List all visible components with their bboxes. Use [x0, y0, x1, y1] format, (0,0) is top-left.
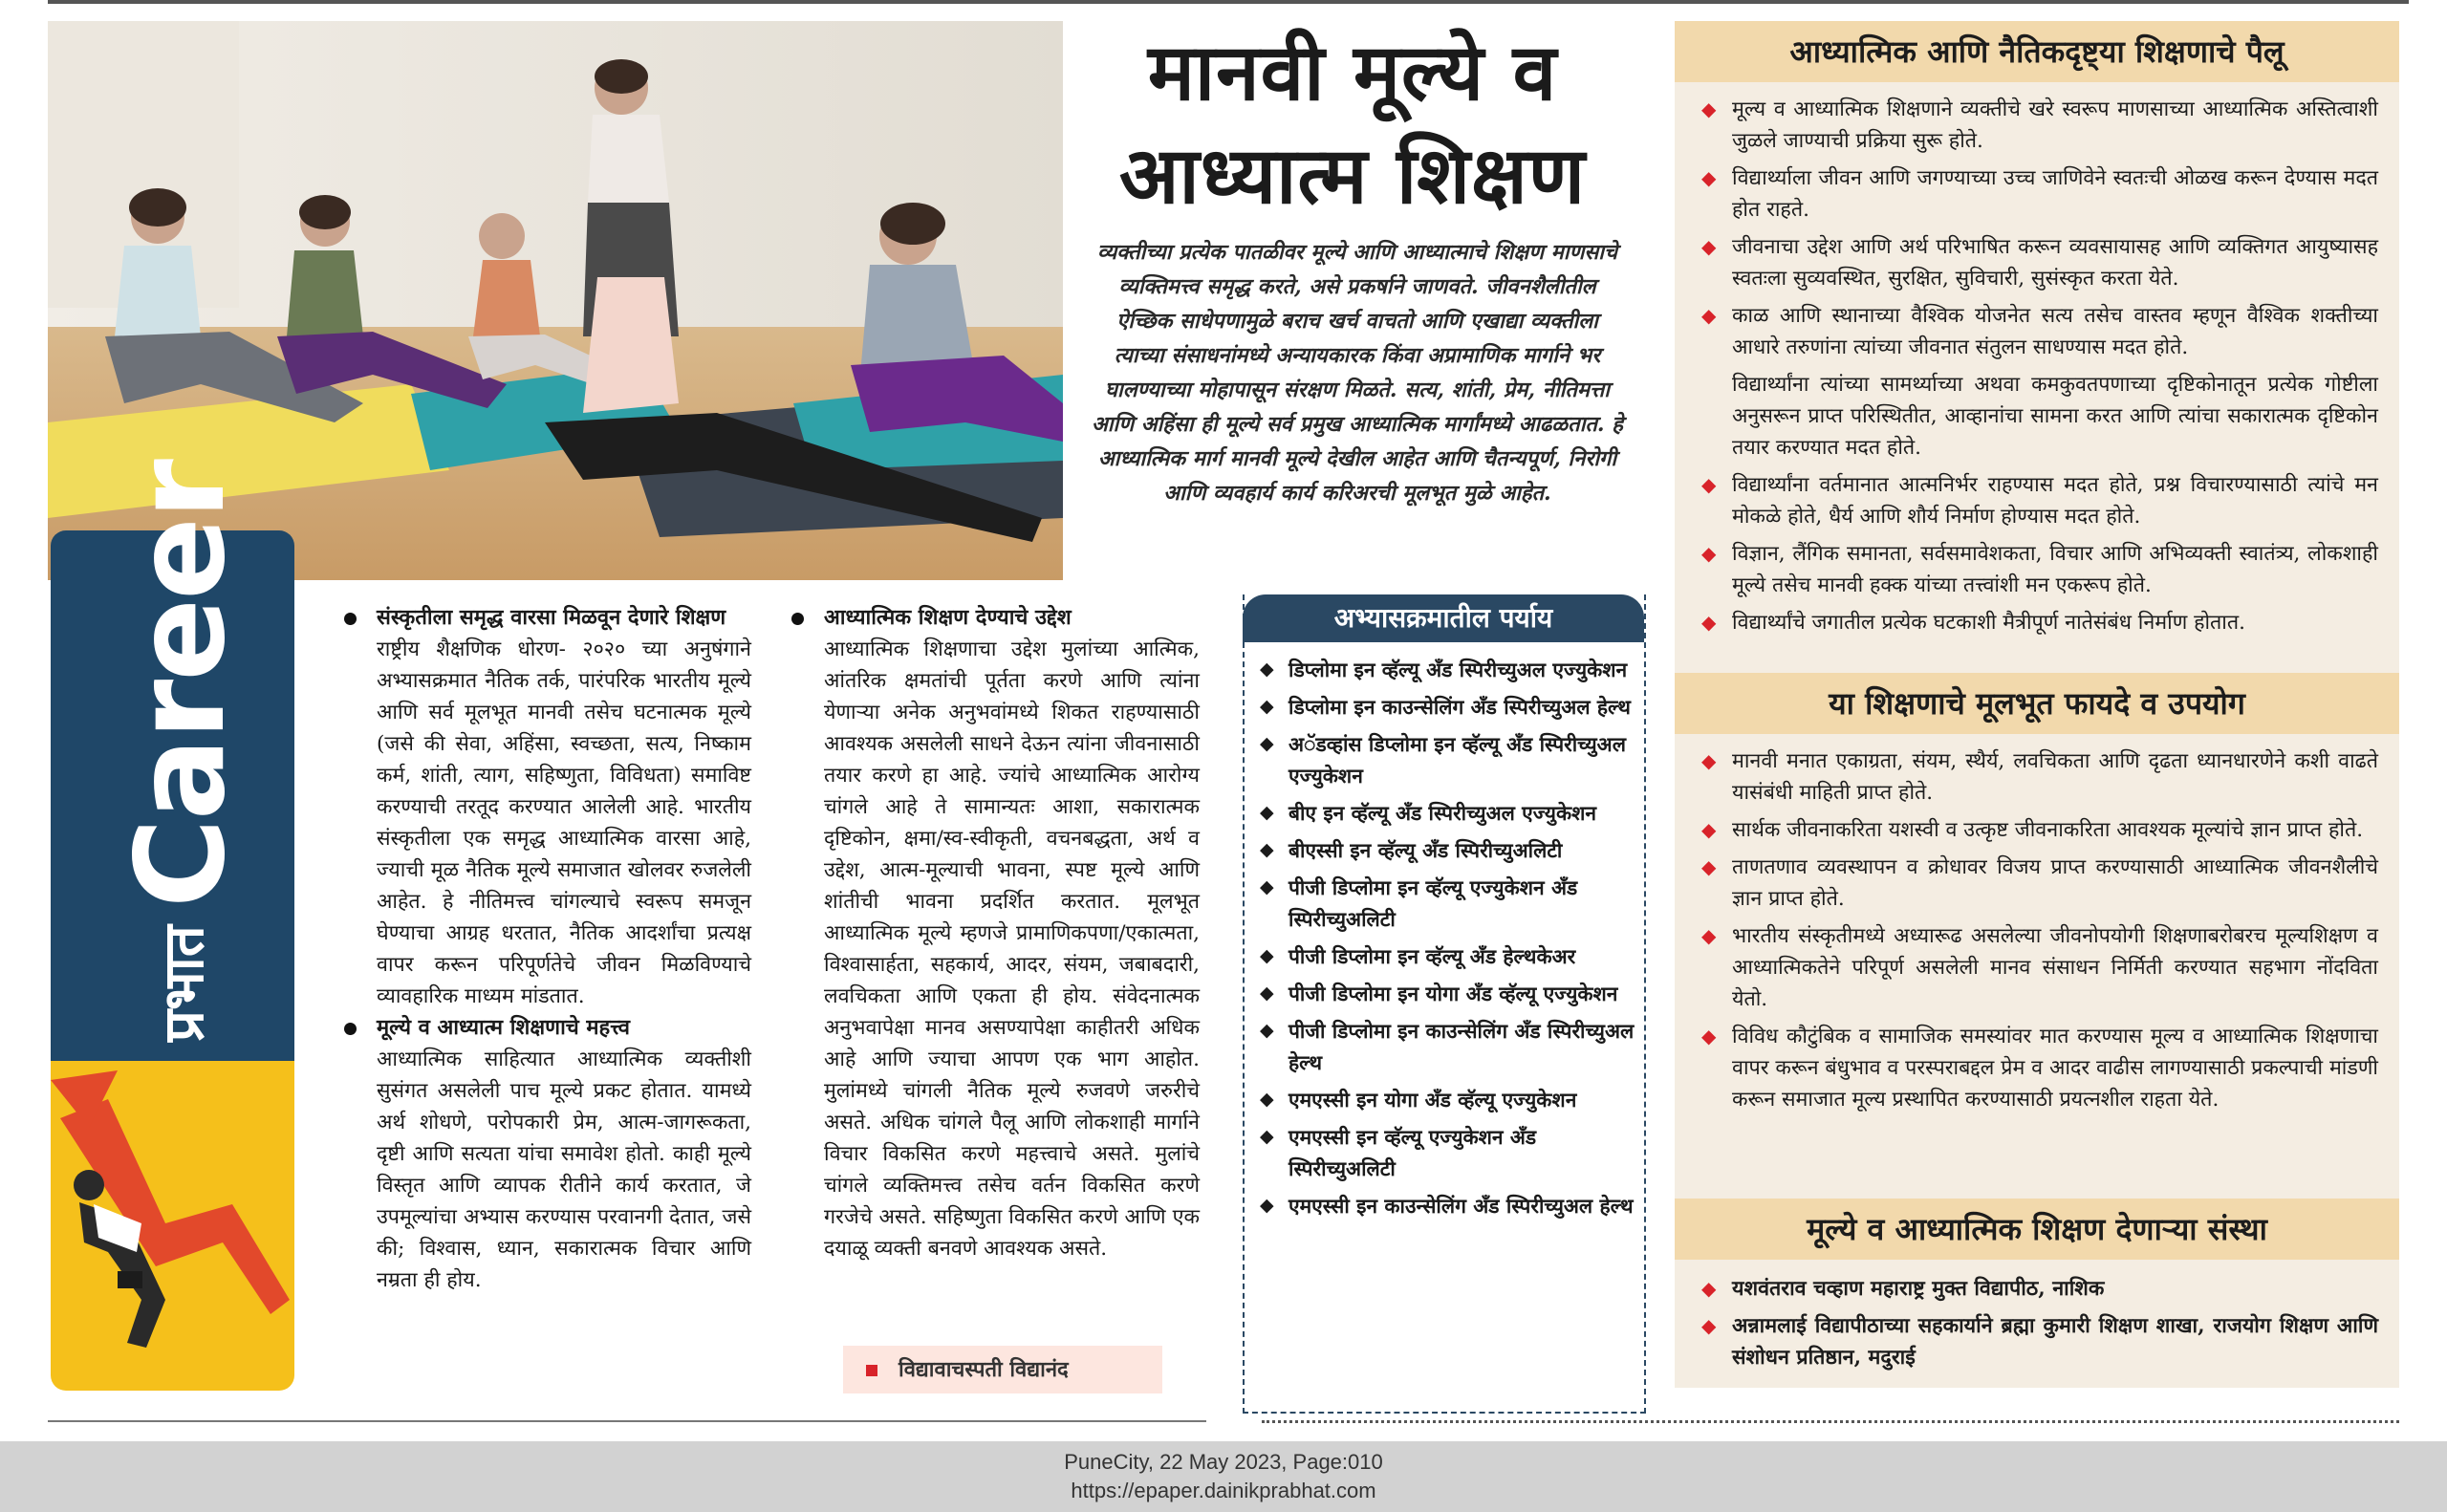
- epaper-footer: [0, 1441, 2447, 1512]
- institutions-list: [1701, 1273, 2378, 1379]
- section-title-benefits: या शिक्षणाचे मूलभूत फायदे व उपयोग: [1675, 673, 2399, 734]
- author-byline: [843, 1346, 1162, 1393]
- subheading-rich-heritage: संस्कृतीला समृद्ध वारसा मिळवून देणारे शिक्षण: [377, 602, 751, 634]
- paragraph: आध्यात्मिक साहित्यात आध्यात्मिक व्यक्तीशी सुसंगत असलेली पाच मूल्ये प्रकट होतात. यामध्ये अर्थ शोधणे, परोपकारी प्रेम, आत्म-जागरूकता, दृष्टी आणि सत्यता यांचा समावेश होतो. काही मूल्ये विस्तृत आणि व्यापक रीतीने कार्य करतात, जे उपमूल्यांचा अभ्यास करण्यास परवानगी देतात, जसे की; विश्वास, ध्यान, सकारात्मक विचार आणि नम्रता ही होय.: [377, 1048, 751, 1292]
- list-item: ◆ पीजी डिप्लोमा इन व्हॅल्यू अँड हेल्थकेअर: [1260, 940, 1637, 972]
- headline-line-1: मानवी मूल्ये व: [1147, 27, 1558, 119]
- list-item: ◆ विविध कौटुंबिक व सामाजिक समस्यांवर मात करण्यास मूल्य व आध्यात्मिक शिक्षणाचा वापर करून बंधुभाव व परस्पराबद्दल प्रेम व आदर वाढीस लागण्यासाठी प्रकल्पाची मांडणी करून समाजात मूल्य प्रस्थापित करण्यासाठी प्रयत्नशील राहता येते.: [1701, 1021, 2378, 1115]
- course-options-title: अभ्यासक्रमातील पर्याय: [1243, 594, 1644, 642]
- divider: [48, 1420, 1206, 1422]
- list-item: ◆ एमएस्सी इन काउन्सेलिंग अँड स्पिरीच्युअल हेल्थ: [1260, 1190, 1637, 1221]
- list-item: ◆ पीजी डिप्लोमा इन काउन्सेलिंग अँड स्पिरीच्युअल हेल्थ: [1260, 1015, 1637, 1078]
- list-item: ◆ विद्यार्थ्याला जीवन आणि जगण्याच्या उच्च जाणिवेने स्वतःची ओळख करून देण्यास मदत होत राहते.: [1701, 162, 2378, 226]
- section-title-aspects: आध्यात्मिक आणि नैतिकदृष्ट्या शिक्षणाचे पैलू: [1675, 21, 2399, 82]
- article-column-2: [824, 602, 1200, 1264]
- aspects-list: [1701, 94, 2378, 644]
- footer-edition-info: PuneCity, 22 May 2023, Page:010: [1064, 1450, 1383, 1474]
- list-item: ◆ पीजी डिप्लोमा इन योगा अँड व्हॅल्यू एज्युकेशन: [1260, 978, 1637, 1009]
- list-item: ◆ विद्यार्थ्यांचे जगातील प्रत्येक घटकाशी मैत्रीपूर्ण नातेसंबंध निर्माण होतात.: [1701, 607, 2378, 638]
- list-item: ◆ अॅडव्हांस डिप्लोमा इन व्हॅल्यू अँड स्पिरीच्युअल एज्युकेशन: [1260, 728, 1637, 791]
- lead-paragraph: व्यक्तीच्या प्रत्येक पातळीवर मूल्ये आणि आध्यात्माचे शिक्षण माणसाचे व्यक्तिमत्त्व समृद्ध करते, असे प्रकर्षाने जाणवते. जीवनशैलीतील ऐच्छिक साधेपणामुळे बराच खर्च वाचतो आणि एखाद्या व्यक्तीला त्याच्या संसाधनांमध्ये अन्यायकारक किंवा अप्रामाणिक मार्गाने भर घालण्याच्या मोहापासून संरक्षण मिळते. सत्य, शांती, प्रेम, नीतिमत्ता आणि अहिंसा ही मूल्ये सर्व प्रमुख आध्यात्मिक मार्गांमध्ये आढळतात. हे आध्यात्मिक मार्ग मानवी मूल्ये देखील आहेत आणि चैतन्यपूर्ण, निरोगी आणि व्यवहार्य कार्य करिअरची मूलभूत मुळे आहेत.: [1092, 240, 1623, 506]
- list-item: ◆ काळ आणि स्थानाच्या वैश्विक योजनेत सत्य तसेच वास्तव म्हणून वैश्विक शक्तीच्या आधारे तरुणांना त्यांच्या जीवनात संतुलन साधण्यास मदत होते.: [1701, 300, 2378, 363]
- subheading-objectives: आध्यात्मिक शिक्षण देण्याचे उद्देश: [824, 602, 1200, 634]
- list-paragraph: विद्यार्थ्यांना त्यांच्या सामर्थ्याच्या अथवा कमकुवतपणाच्या दृष्टिकोनातून प्रत्येक गोष्टीला अनुसरून प्राप्त परिस्थितीत, आव्हानांचा सामना करत आणि त्यांचा सकारात्मक दृष्टिकोन तयार करण्यात मदत होते.: [1732, 373, 2378, 460]
- top-rule: [48, 0, 2409, 4]
- list-item: ◆ भारतीय संस्कृतीमध्ये अध्यारूढ असलेल्या जीवनोपयोगी शिक्षणाबरोबरच मूल्यशिक्षण व आध्यात्मिकतेने परिपूर्ण असलेली मानव संसाधन निर्मिती करण्यात सहभाग नोंदविता येतो.: [1701, 920, 2378, 1015]
- list-item: ◆ एमएस्सी इन योगा अँड व्हॅल्यू एज्युकेशन: [1260, 1084, 1637, 1115]
- career-logo: [110, 461, 252, 1042]
- list-item: ◆ यशवंतराव चव्हाण महाराष्ट्र मुक्त विद्यापीठ, नाशिक: [1701, 1273, 2378, 1305]
- list-item: ◆ सार्थक जीवनाकरिता यशस्वी व उत्कृष्ट जीवनाकरिता आवश्यक मूल्यांचे ज्ञान प्राप्त होते.: [1701, 814, 2378, 846]
- benefits-list: [1701, 745, 2378, 1121]
- footer-url[interactable]: https://epaper.dainikprabhat.com: [1071, 1479, 1376, 1502]
- list-item: ◆ जीवनाचा उद्देश आणि अर्थ परिभाषित करून व्यवसायासह आणि व्यक्तिगत आयुष्यासह स्वतःला सुव्यवस्थित, सुरक्षित, सुविचारी, सुसंस्कृत करता येते.: [1701, 231, 2378, 294]
- list-item: ◆ मूल्य व आध्यात्मिक शिक्षणाने व्यक्तीचे खरे स्वरूप माणसाच्या आध्यात्मिक अस्तित्वाशी जुळले जाण्याची प्रक्रिया सुरू होते.: [1701, 94, 2378, 157]
- list-item: ◆ विज्ञान, लैंगिक समानता, सर्वसमावेशकता, विचार आणि अभिव्यक्ती स्वातंत्र्य, लोकशाही मूल्ये तसेच मानवी हक्क यांच्या तत्त्वांशी मन एकरूप होते.: [1701, 538, 2378, 601]
- list-item: ◆ डिप्लोमा इन व्हॅल्यू अँड स्पिरीच्युअल एज्युकेशन: [1260, 654, 1637, 685]
- paragraph: राष्ट्रीय शैक्षणिक धोरण- २०२० च्या अनुषंगाने अभ्यासक्रमात नैतिक तर्क, पारंपरिक भारतीय मूल्ये आणि सर्व मूलभूत मानवी तसेच घटनात्मक मूल्ये (जसे की सेवा, अहिंसा, स्वच्छता, सत्य, निष्काम कर्म, शांती, त्याग, सहिष्णुता, विविधता) समाविष्ट करण्याची तरतूद करण्यात आलेली आहे. भारतीय संस्कृतीला एक समृद्ध आध्यात्मिक वारसा आहे, ज्याची मूळ नैतिक मूल्ये समाजात खोलवर रुजलेली आहेत. हे नीतिमत्त्व चांगल्याचे स्वरूप समजून घेण्याचा आग्रह धरतात, नैतिक आदर्शांचा प्रत्यक्ष वापर करून परिपूर्णतेचे जीवन मिळविण्याचे व्यावहारिक माध्यम मांडतात.: [377, 637, 751, 1008]
- article-column-1: [377, 602, 751, 1296]
- list-item: ◆ पीजी डिप्लोमा इन व्हॅल्यू एज्युकेशन अँड स्पिरीच्युअलिटी: [1260, 872, 1637, 935]
- paragraph: आध्यात्मिक शिक्षणाचा उद्देश मुलांच्या आत्मिक, आंतरिक क्षमतांची पूर्तता करणे आणि त्यांना येणाऱ्या अनेक अनुभवांमध्ये शिकत राहण्यासाठी आवश्यक असलेली साधने देऊन त्यांना जीवनासाठी तयार करणे हा आहे. ज्यांचे आध्यात्मिक आरोग्य चांगले आहे ते सामान्यतः आशा, सकारात्मक दृष्टिकोन, क्षमा/स्व-स्वीकृती, वचनबद्धता, अर्थ व उद्देश, आत्म-मूल्याची भावना, स्पष्ट मूल्ये आणि शांतीची भावना प्रदर्शित करतात. मूलभूत आध्यात्मिक मूल्ये म्हणजे प्रामाणिकपणा/एकात्मता, विश्वासार्हता, सहकार्य, आदर, संयम, जबाबदारी, लवचिकता आणि एकता ही होय. संवेदनात्मक अनुभवापेक्षा मानव असण्यापेक्षा काहीतरी अधिक आहे आणि ज्याचा आपण एक भाग आहोत. मुलांमध्ये चांगली नैतिक मूल्ये रुजवणे जरुरीचे असते. अधिक चांगले पैलू आणि लोकशाही मार्गाने विचार विकसित करणे महत्त्वाचे असते. मुलांचे चांगले व्यक्तिमत्त्व तसेच वर्तन विकसित करणे गरजेचे असते. सहिष्णुता विकसित करणे आणि एक दयाळू व्यक्ती बनवणे आवश्यक असते.: [824, 637, 1200, 1261]
- career-banner-graphic: [51, 1061, 294, 1391]
- list-item: ◆ बीए इन व्हॅल्यू अँड स्पिरीच्युअल एज्युकेशन: [1260, 797, 1637, 829]
- list-item: ◆ ताणतणाव व्यवस्थापन व क्रोधावर विजय प्राप्त करण्यासाठी आध्यात्मिक जीवनशैलीचे ज्ञान प्राप्त होते.: [1701, 852, 2378, 915]
- list-item: ◆ बीएस्सी इन व्हॅल्यू अँड स्पिरीच्युअलिटी: [1260, 834, 1637, 866]
- list-item: ◆ अन्नामलाई विद्यापीठाच्या सहकार्याने ब्रह्मा कुमारी शिक्षण शाखा, राजयोग शिक्षण आणि संशोधन प्रतिष्ठान, मदुराई: [1701, 1310, 2378, 1373]
- headline-line-2: आध्यात्म शिक्षण: [1118, 130, 1587, 222]
- course-options-list: [1260, 654, 1637, 1227]
- author-name: विद्यावाचस्पती विद्यानंद: [899, 1357, 1069, 1382]
- section-title-institutions: मूल्ये व आध्यात्मिक शिक्षण देणाऱ्या संस्था: [1675, 1199, 2399, 1260]
- list-item: ◆ एमएस्सी इन व्हॅल्यू एज्युकेशन अँड स्पिरीच्युअलिटी: [1260, 1121, 1637, 1184]
- right-sidebar-panel: [1675, 21, 2399, 1388]
- list-item: ◆ विद्यार्थ्यांना वर्तमानात आत्मनिर्भर राहण्यास मदत होते, प्रश्न विचारण्यासाठी त्यांचे मन मोकळे होते, धैर्य आणि शौर्य निर्माण होण्यास मदत होते.: [1701, 469, 2378, 532]
- red-square-icon: [866, 1365, 877, 1376]
- businessman-arrow-icon: [51, 1061, 294, 1391]
- list-item: ◆ डिप्लोमा इन काउन्सेलिंग अँड स्पिरीच्युअल हेल्थ: [1260, 691, 1637, 723]
- subheading-importance: मूल्ये व आध्यात्म शिक्षणाचे महत्त्व: [377, 1012, 751, 1044]
- career-word: Career: [110, 460, 252, 909]
- career-prefix: प्रभात: [151, 925, 216, 1042]
- headline: [1056, 21, 1649, 227]
- dotted-divider: [1262, 1420, 2399, 1423]
- list-item: ◆ मानवी मनात एकाग्रता, संयम, स्थैर्य, लवचिकता आणि दृढता ध्यानधारणेने कशी वाढते यासंबंधी माहिती प्राप्त होते.: [1701, 745, 2378, 809]
